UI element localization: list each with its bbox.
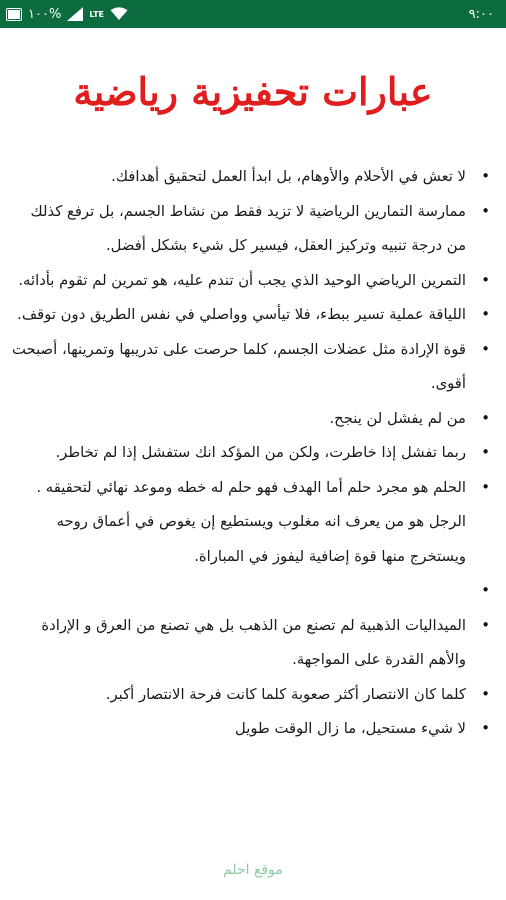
quote-item: • اللياقة عملية تسير ببطء، فلا تيأسي وواصلي في نفس الطريق دون توقف.	[12, 298, 466, 333]
quote-item: • من لم يفشل لن ينجح.	[12, 402, 466, 437]
quote-item: • التمرين الرياضي الوحيد الذي يجب أن تندم عليه، هو تمرين لم تقوم بأدائه.	[12, 264, 466, 299]
network-type: LTE	[89, 9, 105, 19]
article-body	[12, 160, 494, 747]
battery-icon	[6, 8, 22, 21]
page-title: عبارات تحفيزية رياضية	[73, 69, 433, 114]
status-icons	[6, 0, 128, 28]
wifi-icon	[110, 7, 128, 21]
quote-item: • لا تعش في الأحلام والأوهام، بل ابدأ العمل لتحقيق أهدافك.	[12, 160, 466, 195]
status-bar	[0, 0, 506, 28]
quote-item: الرجل هو من يعرف انه مغلوب ويستطيع إن يغوص في أعماق روحه ويستخرج منها قوة إضافية ليفوز في المباراة.	[56, 513, 466, 565]
quote-item	[12, 574, 466, 609]
quote-item: • قوة الإرادة مثل عضلات الجسم، كلما حرصت على تدريبها وتمرينها، أصبحت أقوى.	[12, 333, 466, 402]
quotes-list	[12, 160, 494, 747]
quote-item: • ممارسة التمارين الرياضية لا تزيد فقط من نشاط الجسم، بل ترفع كذلك من درجة تنبيه وتركيز العقل، فيسير كل شيء بشكل أفضل.	[12, 195, 466, 264]
battery-level: ١٠٠%	[28, 6, 62, 22]
quote-item: • كلما كان الانتصار أكثر صعوبة كلما كانت فرحة الانتصار أكبر.	[12, 678, 466, 713]
quote-item: • الحلم هو مجرد حلم أما الهدف فهو حلم له خطه وموعد نهائي لتحقيقه .	[12, 471, 466, 506]
clock: ٩:٠٠	[468, 6, 494, 22]
quote-item: • ربما تفشل إذا خاطرت، ولكن من المؤكد انك ستفشل إذا لم تخاطر.	[12, 436, 466, 471]
watermark: موقع احلم	[223, 862, 283, 878]
quote-item: • الميداليات الذهبية لم تصنع من الذهب بل هي تصنع من العرق و الإرادة والأهم القدرة على المواجهة.	[12, 609, 466, 678]
signal-icon	[67, 7, 83, 21]
quote-item: • لا شيء مستحيل، ما زال الوقت طويل	[12, 712, 466, 747]
